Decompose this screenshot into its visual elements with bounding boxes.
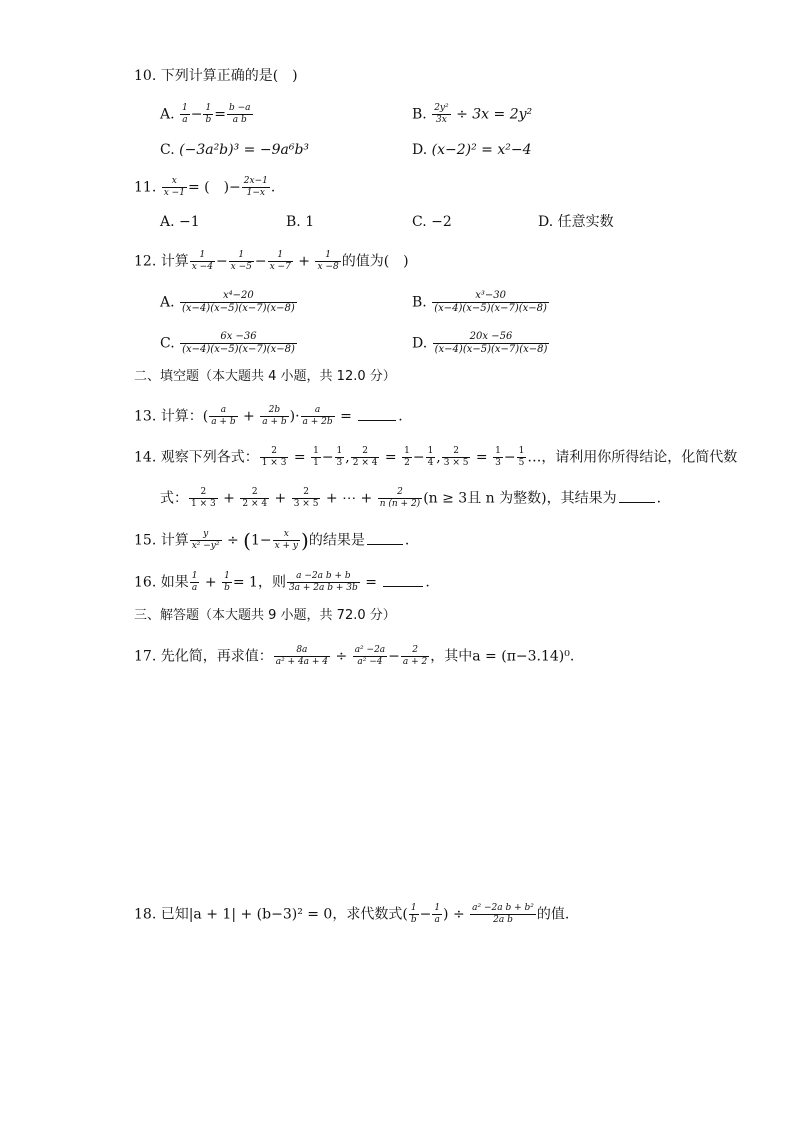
numerator: a² −2a: [354, 645, 386, 655]
question-stem: 的结果是: [308, 532, 365, 549]
numerator: 1: [203, 103, 213, 115]
denominator: 4: [427, 458, 434, 468]
punctuation: .: [656, 490, 662, 507]
numerator: x³−30: [432, 290, 549, 303]
fraction: [190, 571, 200, 594]
question-13: 13. 计算：( $\frac{a}{a + b}$ + $\frac{2b}{a + b}$ )· $\frac{a}{a + 2b}$ = .: [134, 405, 403, 427]
q11-option-c: C. −2: [412, 214, 452, 230]
fraction: [190, 529, 222, 552]
question-stem: 如果: [160, 574, 189, 591]
expression: (x−2)² = x²−4: [431, 142, 532, 158]
denominator: x −7: [269, 262, 291, 272]
question-stem: 的值.: [536, 906, 570, 923]
fraction: [203, 103, 213, 126]
numerator: 1: [434, 903, 441, 913]
numerator: 2: [240, 487, 269, 499]
numerator: 1: [495, 446, 501, 456]
operator: −: [190, 106, 203, 123]
fraction: [401, 645, 429, 668]
left-paren: (: [243, 528, 251, 553]
denominator: 3 × 5: [443, 458, 469, 468]
expression: ÷ 3x = 2y²: [456, 106, 533, 123]
fraction: [292, 487, 321, 510]
q10-option-b: [412, 103, 532, 126]
fraction: [180, 290, 297, 315]
punctuation: .: [398, 408, 403, 425]
fraction: [180, 103, 190, 126]
question-number: 15.: [134, 532, 157, 549]
denominator: a: [182, 115, 188, 125]
question-14-line-2: 式： $\frac{2}{1 \times 3}$ + $\frac{2}{2 \times 4}$ + $\frac{2}{3 \times 5}$ + ⋯ + $\frac{2}{n (n + 2)}$ (n ≥ 3且 n 为整数)，其结果为 .: [160, 487, 662, 509]
fraction: [227, 103, 253, 126]
q10-option-a: [160, 103, 254, 126]
fraction: [432, 903, 442, 926]
question-stem: 计算：(: [160, 408, 209, 425]
numerator: 1: [404, 446, 410, 456]
denominator: 3: [495, 458, 501, 468]
denominator: 2a b: [493, 915, 513, 925]
fraction: [268, 250, 293, 273]
denominator: 5: [518, 458, 525, 468]
fraction: [470, 903, 536, 926]
numerator: 1: [222, 571, 232, 583]
denominator: b: [205, 115, 212, 125]
denominator: a² + 4a + 4: [275, 657, 329, 667]
fraction: [311, 446, 321, 469]
q10-option-c: [160, 140, 309, 160]
numerator: 1: [191, 571, 198, 581]
question-stem: 的值为( ): [341, 253, 409, 270]
denominator: a + b: [211, 417, 236, 427]
fraction: [190, 250, 215, 273]
denominator: (x−4)(x−5)(x−7)(x−8): [434, 303, 547, 314]
question-number: 18.: [134, 906, 157, 923]
option-label: D.: [412, 335, 428, 352]
denominator: 1 × 3: [191, 499, 216, 509]
numerator: 1: [182, 103, 188, 113]
numerator: 20x −56: [433, 331, 550, 344]
denominator: a + 2: [402, 657, 428, 667]
numerator: a: [209, 405, 237, 417]
denominator: a: [434, 915, 440, 925]
fraction: [273, 529, 300, 552]
q12-option-a: [160, 290, 298, 315]
numerator: b −a: [228, 103, 251, 113]
question-12: 12. 计算 $\frac{1}{x -4}$ − $\frac{1}{x -5}$ − $\frac{1}{x -7}$ + $\frac{1}{x -8}$ 的值为( ): [134, 250, 409, 272]
punctuation: .: [425, 574, 430, 591]
denominator: n (n + 2): [379, 499, 421, 509]
option-label: D.: [412, 142, 428, 158]
option-label: A.: [160, 106, 175, 123]
fraction: [351, 446, 380, 469]
option-label: C.: [160, 335, 175, 352]
section-heading-solve: 三、解答题（本大题共 9 小题，共 72.0 分）: [134, 608, 396, 623]
denominator: x −8: [317, 262, 339, 272]
numerator: 1: [409, 903, 419, 915]
numerator: 6x −36: [180, 331, 297, 344]
expression: = ( )−: [187, 179, 241, 196]
denominator: x + y: [274, 541, 299, 551]
expression: (−3a²b)³ = −9a⁶b³: [179, 142, 310, 158]
fraction: [315, 250, 340, 273]
numerator: 1: [518, 446, 525, 456]
denominator: a + b: [262, 417, 287, 427]
option-label: A.: [160, 294, 175, 311]
fraction: [493, 446, 503, 469]
q12-option-b: [412, 290, 550, 315]
fraction: [222, 571, 232, 594]
question-15: 15. 计算 $\frac{y}{\text{x² −y²}}$ ÷ (1− $\frac{x}{x + y}$ )的结果是 .: [134, 528, 410, 553]
option-label: B.: [412, 294, 427, 311]
q11-option-d: D. 任意实数: [538, 214, 614, 230]
denominator: b: [410, 915, 417, 925]
fraction: [229, 250, 254, 273]
denominator: x² −y²: [191, 541, 220, 551]
fraction: [426, 446, 436, 469]
q12-option-d: [412, 331, 550, 356]
fraction: [378, 487, 422, 510]
denominator: (x−4)(x−5)(x−7)(x−8): [182, 303, 295, 314]
question-number: 16.: [134, 574, 157, 591]
numerator: a −2a b + b: [287, 571, 360, 583]
fraction: [260, 405, 288, 428]
question-number: 12.: [134, 253, 157, 270]
question-stem: 下列计算正确的是( ): [160, 68, 298, 84]
question-10: [134, 66, 298, 86]
denominator: x −1: [163, 188, 185, 198]
denominator: a + 2b: [302, 417, 333, 427]
question-17: 17. 先化简，再求值： $\frac{8a}{\text{a² + 4a + 4}}$ ÷ $\frac{\text{a² −2a}}{\text{a² −4}}$ − $\frac{2}{a + 2}$ ，其中a = (π−3.14)⁰.: [134, 645, 575, 667]
q12-option-c: [160, 331, 298, 356]
question-11: [134, 176, 275, 199]
fraction: [287, 571, 360, 594]
fraction: [274, 645, 330, 668]
punctuation: .: [270, 179, 276, 196]
denominator: 3: [336, 458, 343, 468]
denominator: x −4: [191, 262, 213, 272]
numerator: 2: [189, 487, 218, 499]
fraction: [409, 903, 419, 926]
option-label: C.: [160, 142, 175, 158]
numerator: 2b: [260, 405, 288, 417]
fraction: [432, 290, 549, 315]
numerator: 2x−1: [243, 176, 268, 186]
numerator: 2: [401, 645, 429, 657]
question-14-line-1: 14. 观察下列各式： $\frac{2}{1 \times 3}$ = $\frac{1}{1}$ − $\frac{1}{3}$ , $\frac{2}{2 \times 4}$ = $\frac{1}{2}$ − $\frac{1}{4}$ , $\frac{2}{3 \times 5}$ = $\frac{1}{3}$ − $\frac{1}{5}$ …，请利用你所得结论，化简代数: [134, 446, 738, 468]
numerator: x⁴−20: [180, 290, 297, 303]
fraction: [442, 446, 471, 469]
numerator: 8a: [274, 645, 330, 657]
answer-blank[interactable]: [367, 544, 403, 545]
question-stem: ，其中a = (π−3.14)⁰.: [430, 648, 575, 665]
fraction: [242, 176, 270, 199]
denominator: a b: [232, 115, 247, 125]
numerator: a² −2a b + b²: [472, 903, 534, 913]
option-label: B.: [412, 106, 427, 123]
fraction: [301, 405, 335, 428]
fraction: [189, 487, 218, 510]
numerator: 2: [260, 446, 289, 458]
fraction: [353, 645, 387, 668]
numerator: 1: [315, 250, 340, 262]
q11-option-b: B. 1: [286, 214, 315, 230]
numerator: x: [162, 176, 187, 188]
denominator: (x−4)(x−5)(x−7)(x−8): [434, 344, 548, 355]
fraction: [180, 331, 297, 356]
numerator: 1: [268, 250, 293, 262]
denominator: 1−x: [246, 188, 265, 198]
question-stem: (n ≥ 3且 n 为整数)，其结果为: [423, 490, 617, 507]
question-number: 14.: [134, 449, 157, 466]
fraction: [432, 103, 450, 126]
fraction: [402, 446, 412, 469]
numerator: 2: [351, 446, 380, 458]
question-stem: 先化简，再求值：: [160, 648, 273, 665]
fraction: [433, 331, 550, 356]
operator: =: [214, 106, 226, 123]
answer-blank[interactable]: [383, 586, 423, 587]
question-stem: = 1，则: [232, 574, 286, 591]
denominator: 1: [313, 458, 319, 468]
operator: + ⋯ +: [325, 490, 373, 507]
q11-option-a: A. −1: [160, 214, 200, 230]
denominator: a: [191, 583, 198, 593]
question-stem: 式：: [160, 490, 188, 507]
numerator: x: [273, 529, 300, 541]
denominator: 2 × 4: [242, 499, 268, 509]
answer-blank[interactable]: [619, 502, 655, 503]
numerator: 1: [229, 250, 254, 262]
question-number: 10.: [134, 68, 157, 84]
question-stem: 观察下列各式：: [160, 449, 259, 466]
numerator: 2: [442, 446, 471, 458]
fraction: [260, 446, 289, 469]
fraction: [517, 446, 527, 469]
numerator: 2: [378, 487, 422, 499]
question-16: 16. 如果 $\frac{1}{a}$ + $\frac{1}{b}$ = 1，则 $\frac{\text{a −2a b + b}}{\text{3a + 2a b + 3b}}$ = .: [134, 571, 430, 593]
denominator: 3x: [436, 115, 447, 125]
denominator: b: [224, 583, 230, 593]
denominator: x −5: [230, 262, 252, 272]
question-number: 17.: [134, 648, 157, 665]
section-heading-fill-in: 二、填空题（本大题共 4 小题，共 12.0 分）: [134, 369, 396, 384]
numerator: 1: [427, 446, 434, 456]
denominator: (x−4)(x−5)(x−7)(x−8): [182, 344, 295, 355]
right-paren: ): [301, 528, 309, 553]
fraction: [335, 446, 345, 469]
question-stem: 计算: [160, 532, 189, 549]
numerator: 2y²: [434, 103, 449, 113]
denominator: 2: [404, 458, 410, 468]
denominator: 3 × 5: [293, 499, 319, 509]
numerator: 1: [190, 250, 215, 262]
fraction: [240, 487, 269, 510]
q10-option-d: [412, 140, 532, 160]
question-stem: 计算: [160, 253, 189, 270]
denominator: a² −4: [357, 657, 383, 667]
denominator: 1 × 3: [261, 458, 287, 468]
fraction: [162, 176, 187, 199]
question-18: 18. 已知|a + 1| + (b−3)² = 0，求代数式( $\frac{1}{b}$ − $\frac{1}{a}$ ) ÷ $\frac{\text{a² −2a b + b²}}{\text{2a b}}$ 的值.: [134, 903, 570, 925]
numerator: 1: [313, 446, 319, 456]
numerator: a: [301, 405, 335, 417]
answer-blank[interactable]: [358, 420, 396, 421]
punctuation: .: [404, 532, 410, 549]
numerator: 1: [336, 446, 343, 456]
question-stem: 已知|a + 1| + (b−3)² = 0，求代数式(: [160, 906, 408, 923]
numerator: y: [190, 529, 222, 541]
question-number: 11.: [134, 179, 157, 196]
question-number: 13.: [134, 408, 157, 425]
question-stem: …，请利用你所得结论，化简代数: [527, 449, 738, 466]
denominator: 2 × 4: [352, 458, 378, 468]
denominator: 3a + 2a b + 3b: [288, 583, 358, 593]
fraction: [209, 405, 237, 428]
numerator: 2: [292, 487, 321, 499]
operator: ÷: [226, 532, 239, 549]
